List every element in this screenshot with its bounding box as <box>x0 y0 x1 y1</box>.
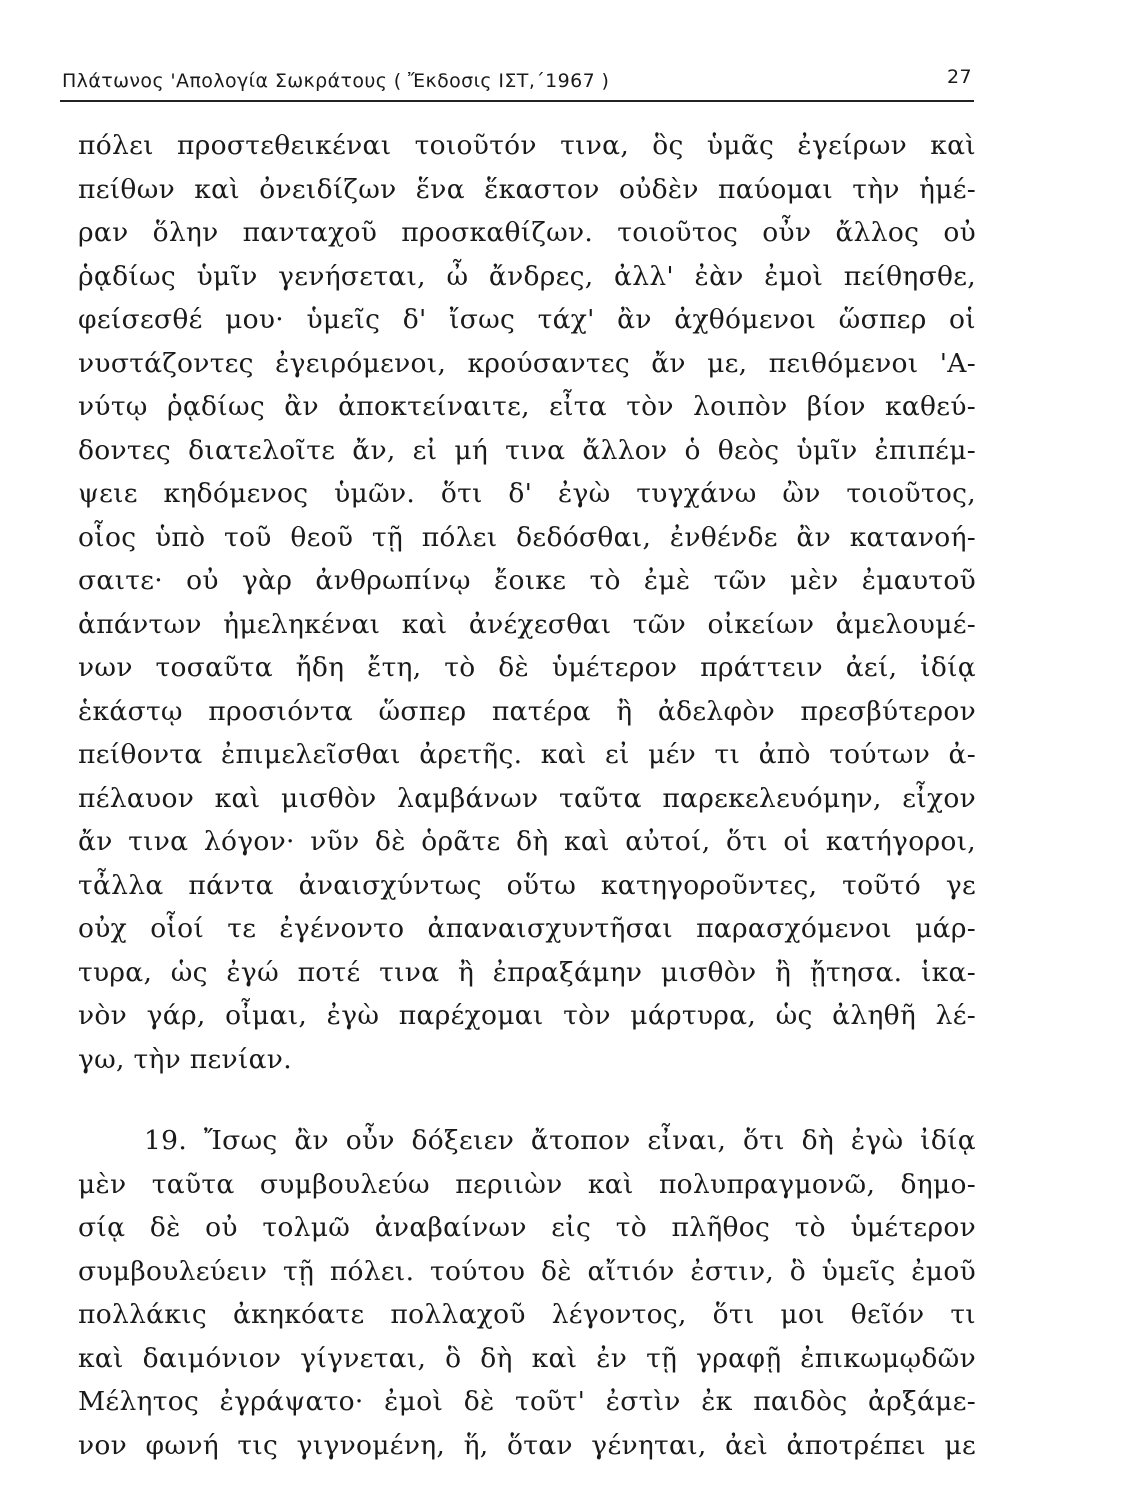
text-line: πείθων καὶ ὀνειδίζων ἕνα ἕκαστον οὐδὲν παύομαι τὴν ἡμέ- <box>78 173 976 205</box>
text-line: σίᾳ δὲ οὐ τολμῶ ἀναβαίνων εἰς τὸ πλῆθος τὸ ὑμέτερον <box>78 1212 976 1243</box>
text-line: οἷος ὑπὸ τοῦ θεοῦ τῇ πόλει δεδόσθαι, ἐνθένδε ἂν κατανοή- <box>78 521 976 553</box>
running-head <box>62 66 974 94</box>
text-line: σαιτε· οὐ γὰρ ἀνθρωπίνῳ ἔοικε τὸ ἐμὲ τῶν μὲν ἐμαυτοῦ <box>78 565 976 596</box>
text-line: νὸν γάρ, οἶμαι, ἐγὼ παρέχομαι τὸν μάρτυρα, ὡς ἀληθῆ λέ- <box>78 1000 976 1031</box>
body-text <box>78 124 976 1467</box>
text-line: καὶ δαιμόνιον γίγνεται, ὃ δὴ καὶ ἐν τῇ γραφῇ ἐπικωμῳδῶν <box>78 1342 976 1374</box>
text-line: φείσεσθέ μου· ὑμεῖς δ' ἴσως τάχ' ἂν ἀχθόμενοι ὥσπερ οἱ <box>78 304 976 335</box>
running-head-title: Πλάτωνος 'Απολογία Σωκράτους ( Ἔκδοσις ΙΣΤ,΄1967 ) <box>62 70 610 92</box>
text-line: πόλει προστεθεικέναι τοιοῦτόν τινα, ὃς ὑμᾶς ἐγείρων καὶ <box>78 130 976 161</box>
text-line: νύτῳ ῥᾳδίως ἂν ἀποκτείναιτε, εἶτα τὸν λοιπὸν βίον καθεύ- <box>78 391 976 422</box>
text-line: νυστάζοντες ἐγειρόμενοι, κρούσαντες ἄν με, πειθόμενοι 'Α- <box>78 347 976 379</box>
text-line: γω, τὴν πενίαν. <box>78 1043 292 1075</box>
text-line: οὐχ οἷοί τε ἐγένοντο ἀπαναισχυντῆσαι παρασχόμενοι μάρ- <box>78 913 976 944</box>
text-line: πέλαυον καὶ μισθὸν λαμβάνων ταῦτα παρεκελευόμην, εἶχον <box>78 782 976 814</box>
text-line: 19. Ἴσως ἂν οὖν δόξειεν ἄτοπον εἶναι, ὅτι δὴ ἐγὼ ἰδίᾳ <box>144 1125 976 1156</box>
text-line: νων τοσαῦτα ἤδη ἔτη, τὸ δὲ ὑμέτερον πράττειν ἀεί, ἰδίᾳ <box>78 652 976 683</box>
text-line: συμβουλεύειν τῇ πόλει. τούτου δὲ αἴτιόν ἐστιν, ὃ ὑμεῖς ἐμοῦ <box>78 1255 976 1287</box>
text-line: νον φωνή τις γιγνομένη, ἥ, ὅταν γένηται, ἀεὶ ἀποτρέπει με <box>78 1429 976 1461</box>
header-rule <box>60 100 974 102</box>
text-line: ἑκάστῳ προσιόντα ὥσπερ πατέρα ἢ ἀδελφὸν πρεσβύτερον <box>78 695 976 727</box>
text-line: ἁπάντων ἠμεληκέναι καὶ ἀνέχεσθαι τῶν οἰκείων ἀμελουμέ- <box>78 608 976 640</box>
text-line: τἆλλα πάντα ἀναισχύντως οὕτω κατηγοροῦντες, τοῦτό γε <box>78 869 976 901</box>
text-line: ψειε κηδόμενος ὑμῶν. ὅτι δ' ἐγὼ τυγχάνω ὢν τοιοῦτος, <box>78 478 976 509</box>
paragraph-2 <box>78 1119 976 1467</box>
text-line: ραν ὅλην πανταχοῦ προσκαθίζων. τοιοῦτος οὖν ἄλλος οὐ <box>78 217 976 248</box>
text-line: μὲν ταῦτα συμβουλεύω περιιὼν καὶ πολυπραγμονῶ, δημο- <box>78 1168 976 1200</box>
text-line: δοντες διατελοῖτε ἄν, εἰ μή τινα ἄλλον ὁ θεὸς ὑμῖν ἐπιπέμ- <box>78 434 976 466</box>
text-line: Μέλητος ἐγράψατο· ἐμοὶ δὲ τοῦτ' ἐστὶν ἐκ παιδὸς ἀρξάμε- <box>78 1386 976 1417</box>
text-line: πολλάκις ἀκηκόατε πολλαχοῦ λέγοντος, ὅτι μοι θεῖόν τι <box>78 1299 976 1330</box>
paragraph-gap <box>78 1081 976 1119</box>
page-number: 27 <box>947 66 972 88</box>
paragraph-1 <box>78 124 976 1081</box>
text-line: ῥᾳδίως ὑμῖν γενήσεται, ὦ ἄνδρες, ἀλλ' ἐὰν ἐμοὶ πείθησθε, <box>78 260 976 292</box>
text-line: ἄν τινα λόγον· νῦν δὲ ὁρᾶτε δὴ καὶ αὐτοί, ὅτι οἱ κατήγοροι, <box>78 826 976 857</box>
text-line: πείθοντα ἐπιμελεῖσθαι ἀρετῆς. καὶ εἰ μέν τι ἀπὸ τούτων ἀ- <box>78 739 976 770</box>
text-line: τυρα, ὡς ἐγώ ποτέ τινα ἢ ἐπραξάμην μισθὸν ἢ ᾔτησα. ἱκα- <box>78 956 976 988</box>
